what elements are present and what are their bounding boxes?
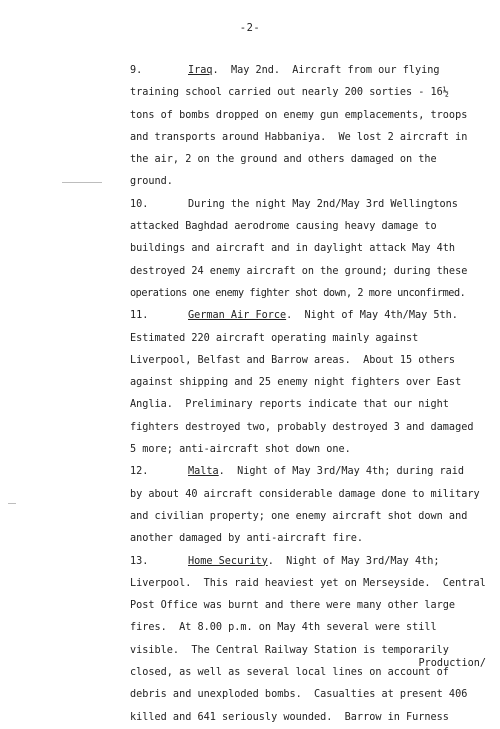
section-line: visible. The Central Railway Station is temporarily [130,644,449,656]
section-first-line [130,305,490,327]
section-line: another damaged by anti-aircraft fire. [130,533,364,545]
section-line: May 2nd. Aircraft from our flying [230,65,440,76]
section-line: closed, as well as several local lines on account of [130,667,449,679]
section-line: killed and 641 seriously wounded. Barrow in Furness [130,711,449,723]
page-number: -2- [239,22,261,34]
section-first-line [130,551,490,573]
section-line: fires. At 8.00 p.m. on May 4th several were still [130,622,437,634]
section-11 [130,305,490,461]
section-line: tons of bombs dropped on enemy gun emplacements, troops [130,109,468,121]
section-heading: German Air Force [188,310,287,322]
section-line: fighters destroyed two, probably destroyed 3 and damaged [130,421,474,433]
section-line: Anglia. Preliminary reports indicate that our night [130,399,449,411]
section-line: attacked Baghdad aerodrome causing heavy damage to [130,221,437,233]
section-line: against shipping and 25 enemy night fighters over East [130,377,462,389]
section-number: 10. [130,198,149,210]
heading-period: . [212,65,231,76]
section-number: 12. [130,466,149,478]
catchword: Production/ [418,658,486,669]
section-heading: Home Security [188,555,268,567]
section-line: ground. [130,176,173,188]
section-heading: Iraq [188,65,213,76]
section-line: training school carried out nearly 200 sorties - 16½ [130,87,449,99]
section-line: the air, 2 on the ground and others damaged on the [130,154,437,166]
section-line: operations one enemy fighter shot down, 2 more unconfirmed. [130,287,466,299]
section-line: debris and unexploded bombs. Casualties at present 406 [130,689,468,701]
heading-period: . [286,310,305,322]
section-line: destroyed 24 enemy aircraft on the ground; during these [130,265,468,277]
margin-mark [62,182,102,183]
section-heading: Malta [188,466,219,478]
section-13 [130,551,490,729]
document-body [130,60,490,729]
section-line: Post Office was burnt and there were many other large [130,600,456,612]
section-line: Liverpool. This raid heaviest yet on Merseyside. Central [130,577,486,589]
section-line: Estimated 220 aircraft operating mainly against [130,332,419,344]
section-first-line [130,194,490,216]
section-first-line [130,461,490,483]
heading-period: . [218,466,238,478]
section-number: 13. [130,555,149,567]
section-9 [130,60,490,194]
section-line: and transports around Habbaniya. We lost 2 aircraft in [130,131,468,143]
section-first-line [130,60,490,82]
section-number: 9. [130,65,143,76]
section-line: Night of May 4th/May 5th. [304,310,458,322]
section-line: buildings and aircraft and in daylight attack May 4th [130,243,456,255]
section-12 [130,461,490,550]
margin-mark [8,503,16,504]
section-line: During the night May 2nd/May 3rd Wellingtons [188,198,458,210]
section-line: Night of May 3rd/May 4th; [286,555,440,567]
heading-period: . [267,555,287,567]
section-line: 5 more; anti-aircraft shot down one. [130,444,351,456]
section-line: by about 40 aircraft considerable damage done to military [130,488,480,500]
section-10 [130,194,490,305]
section-line: and civilian property; one enemy aircraft shot down and [130,510,468,522]
section-line: Liverpool, Belfast and Barrow areas. About 15 others [130,354,456,366]
section-number: 11. [130,310,149,322]
section-line: Night of May 3rd/May 4th; during raid [237,466,465,478]
